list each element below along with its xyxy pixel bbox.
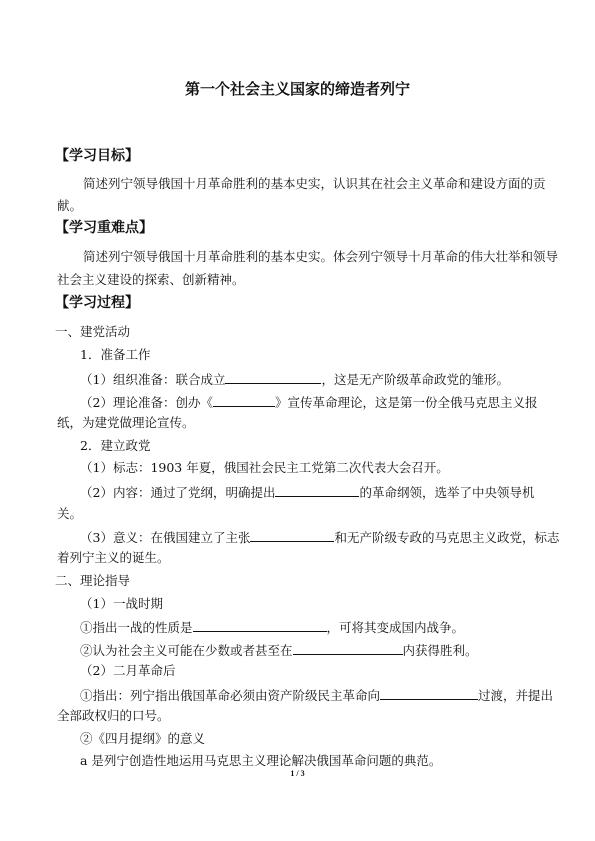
answer-blank[interactable] <box>193 618 327 632</box>
goals-text-line2: 献。 <box>57 198 83 213</box>
item-text: ，这是无产阶级革命政党的雏形。 <box>321 372 509 387</box>
subheading-wwi-period: （1）一战时期 <box>80 596 163 611</box>
item-text: ，可将其变成国内战争。 <box>326 620 465 635</box>
answer-blank[interactable] <box>380 686 478 700</box>
heading-goals: 【学习目标】 <box>55 148 139 164</box>
document-title: 第一个社会主义国家的缔造者列宁 <box>184 80 410 98</box>
item-text: 内获得胜利。 <box>402 643 478 658</box>
answer-blank[interactable] <box>275 483 359 497</box>
key-points-text-line2: 社会主义建设的探索、创新精神。 <box>57 272 245 287</box>
item-text: （2）内容：通过了党纲，明确提出 <box>80 485 276 500</box>
answer-blank[interactable] <box>293 641 403 655</box>
item-significance-cont: 着列宁主义的诞生。 <box>57 550 170 565</box>
item-text: 》宣传革命理论，这是第一份全俄马克思主义报 <box>274 395 538 410</box>
item-text: 和无产阶级专政的马克思主义政党，标志 <box>334 530 560 545</box>
goals-text-line1: 简述列宁领导俄国十月革命胜利的基本史实，认识其在社会主义革命和建设方面的贡 <box>83 176 546 191</box>
item-text: ①指出：列宁指出俄国革命必须由资产阶级民主革命向 <box>80 688 381 703</box>
part2-heading: 二、理论指导 <box>55 573 131 588</box>
item-april-theses: ②《四月提纲》的意义 <box>80 731 206 746</box>
item-text: （3）意义：在俄国建立了主张 <box>80 530 251 545</box>
answer-blank[interactable] <box>225 370 321 384</box>
item-socialism-victory <box>80 641 478 659</box>
item-content-cont: 关。 <box>57 506 83 521</box>
item-theory-prep <box>80 393 537 411</box>
page-number: 1 / 3 <box>290 769 305 778</box>
item-symbol: （1）标志：1903 年夏，俄国社会民主工党第二次代表大会召开。 <box>80 460 449 475</box>
item-content <box>80 483 534 501</box>
item-text: ②认为社会主义可能在少数或者甚至在 <box>80 643 293 658</box>
item-revolution-transition-cont: 全部政权归的口号。 <box>57 708 170 723</box>
part1-heading: 一、建党活动 <box>55 324 131 339</box>
subheading-preparation: 1．准备工作 <box>80 347 151 362</box>
item-text: （1）组织准备：联合成立 <box>80 372 226 387</box>
answer-blank[interactable] <box>250 528 334 542</box>
item-war-nature <box>80 618 464 636</box>
item-theory-prep-cont: 纸，为建党做理论宣传。 <box>57 415 195 430</box>
heading-key-points: 【学习重难点】 <box>55 220 153 236</box>
key-points-text-line1: 简述列宁领导俄国十月革命胜利的基本史实。体会列宁领导十月革命的伟大壮举和领导 <box>83 249 559 264</box>
item-organization-prep <box>80 370 509 388</box>
item-revolution-transition <box>80 686 553 704</box>
subheading-found-party: 2．建立政党 <box>80 438 151 453</box>
item-significance <box>80 528 559 546</box>
heading-process: 【学习过程】 <box>55 295 139 311</box>
item-text: ①指出一战的性质是 <box>80 620 193 635</box>
item-text: 的革命纲领，选举了中央领导机 <box>359 485 535 500</box>
item-text: （2）理论准备：创办《 <box>80 395 213 410</box>
answer-blank[interactable] <box>213 393 275 407</box>
item-text: 过渡，并提出 <box>478 688 554 703</box>
item-april-theses-a: a 是列宁创造性地运用马克思主义理论解决俄国革命问题的典范。 <box>80 753 442 768</box>
subheading-after-february: （2）二月革命后 <box>80 663 176 678</box>
